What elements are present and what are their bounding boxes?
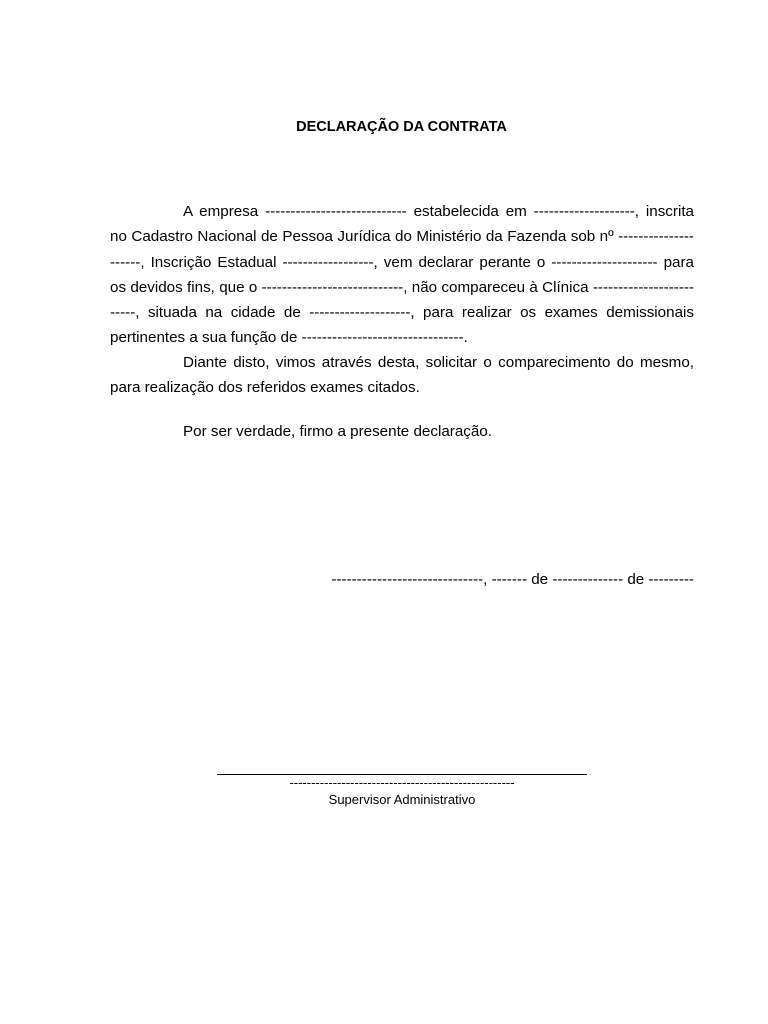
- request-paragraph: Diante disto, vimos através desta, solicitar o comparecimento do mesmo, para realização dos referidos exames citados.: [110, 354, 694, 397]
- document-title: DECLARAÇÃO DA CONTRATA: [296, 119, 507, 135]
- place-date-line: ------------------------------, ------- de -------------- de ---------: [331, 571, 694, 588]
- declaration-paragraph: A empresa ---------------------------- estabelecida em --------------------, inscrita no Cadastro Nacional de Pessoa Jurídica do Ministério da Fazenda sob nº ---------------------, Inscrição Estadual ------------------, vem declarar perante o --------------------- para os devidos fins, que o ----------------------------, não compareceu à Clínica -------------------------, situada na cidade de --------------------, para realizar os exames demissionais pertinentes a sua função de --------------------------------.: [110, 203, 694, 347]
- signature-name-placeholder: ----------------------------------------------------: [289, 775, 515, 790]
- signature-block: [217, 758, 587, 809]
- signature-title: Supervisor Administrativo: [328, 792, 476, 807]
- closing-paragraph: Por ser verdade, firmo a presente declaração.: [183, 423, 492, 440]
